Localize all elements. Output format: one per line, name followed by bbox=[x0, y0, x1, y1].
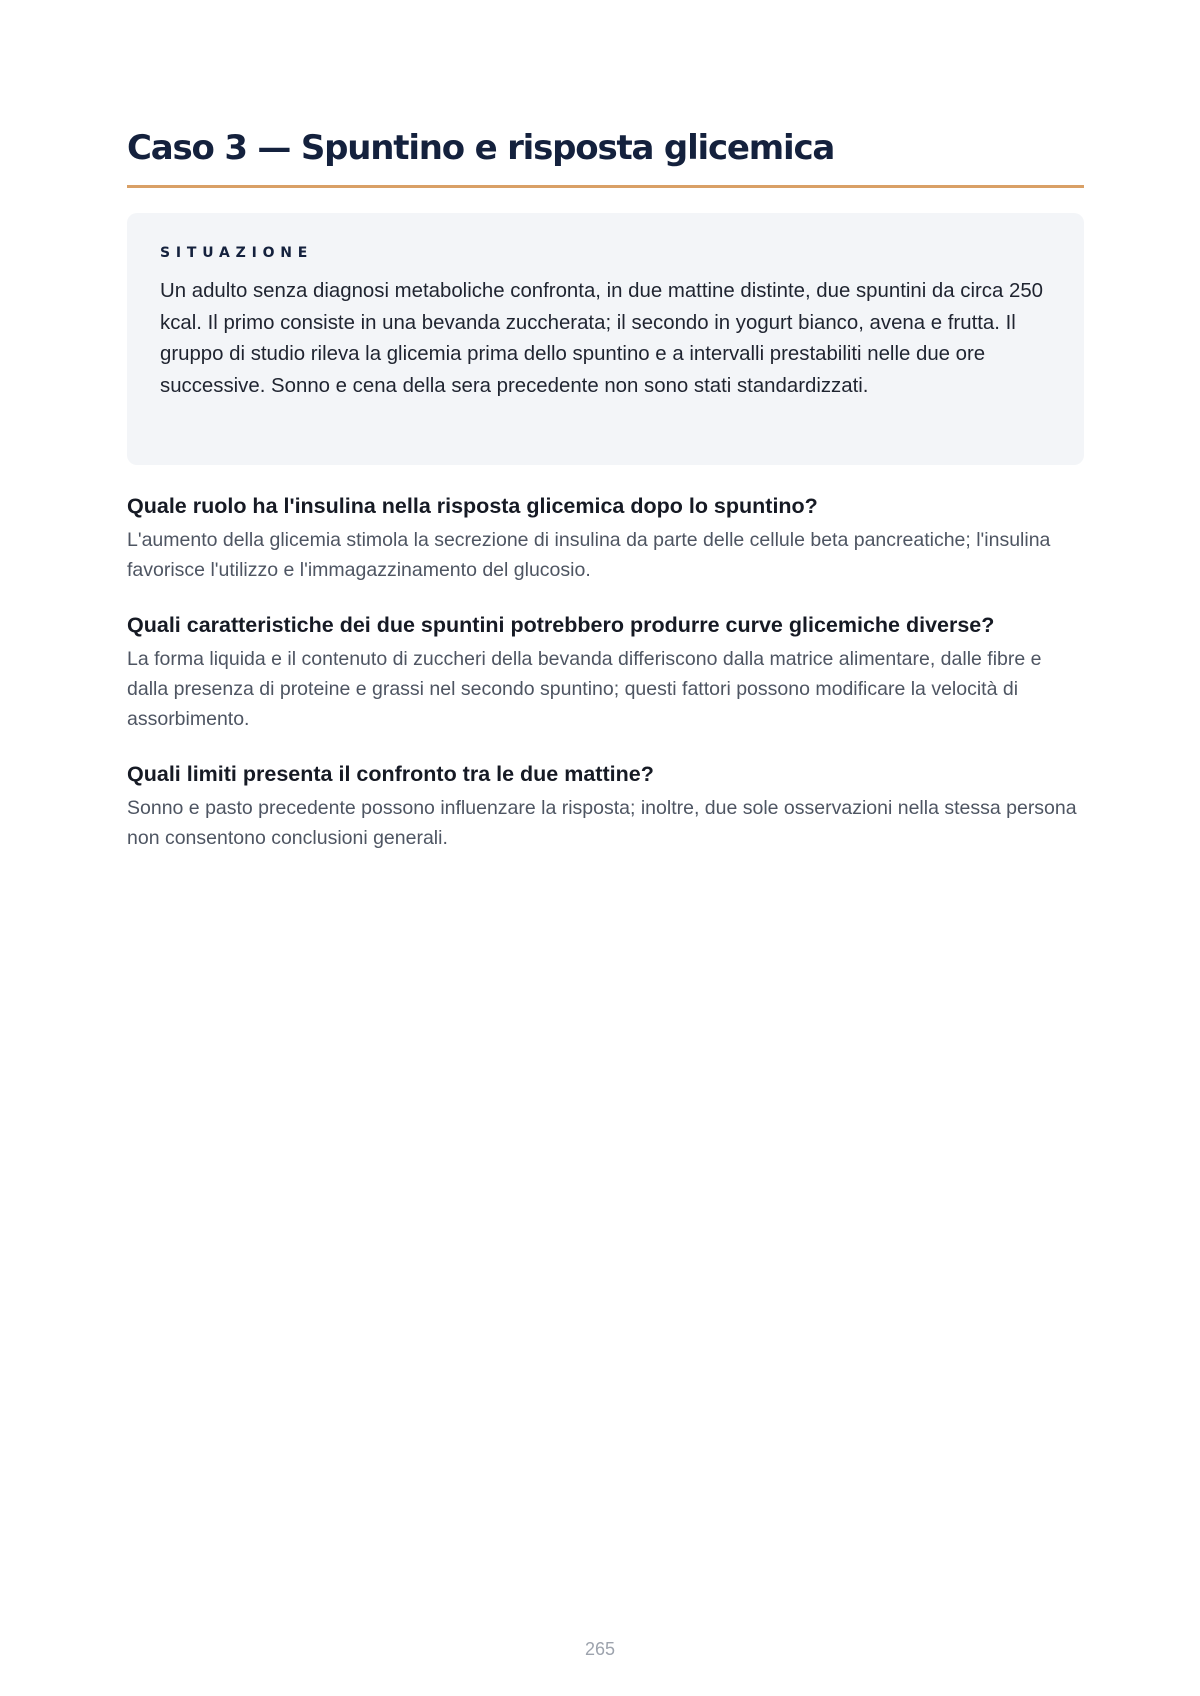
question-heading: Quali caratteristiche dei due spuntini potrebbero produrre curve glicemiche diverse? bbox=[127, 613, 995, 637]
question-heading: Quali limiti presenta il confronto tra le due mattine? bbox=[127, 762, 654, 786]
question-heading: Quale ruolo ha l'insulina nella risposta glicemica dopo lo spuntino? bbox=[127, 494, 818, 518]
answer-text: La forma liquida e il contenuto di zuccheri della bevanda differiscono dalla matrice alimentare, dalle fibre e dalla presenza di proteine e grassi nel secondo spuntino; questi fattori possono modificare la velocità di assorbimento. bbox=[127, 648, 1042, 730]
situation-text: Un adulto senza diagnosi metaboliche confronta, in due mattine distinte, due spuntini da circa 250 kcal. Il primo consiste in una bevanda zuccherata; il secondo in yogurt bianco, avena e frutta. Il gruppo di studio rileva la glicemia prima dello spuntino e a intervalli prestabiliti nelle due ore successive. Sonno e cena della sera precedente non sono stati standardizzati. bbox=[160, 280, 1044, 397]
situation-label: SITUAZIONE bbox=[160, 245, 314, 261]
qa-item-2 bbox=[127, 610, 1084, 734]
qa-item-1 bbox=[127, 491, 1084, 585]
answer-text: Sonno e pasto precedente possono influenzare la risposta; inoltre, due sole osservazioni nella stessa persona non consentono conclusioni generali. bbox=[127, 797, 1077, 849]
page-title: Caso 3 — Spuntino e risposta glicemica bbox=[127, 128, 835, 168]
answer-text: L'aumento della glicemia stimola la secrezione di insulina da parte delle cellule beta pancreatiche; l'insulina favorisce l'utilizzo e l'immagazzinamento del glucosio. bbox=[127, 529, 1051, 581]
title-divider bbox=[127, 185, 1084, 188]
situation-box bbox=[127, 213, 1084, 465]
page-number: 265 bbox=[584, 1639, 616, 1659]
qa-item-3 bbox=[127, 759, 1084, 853]
